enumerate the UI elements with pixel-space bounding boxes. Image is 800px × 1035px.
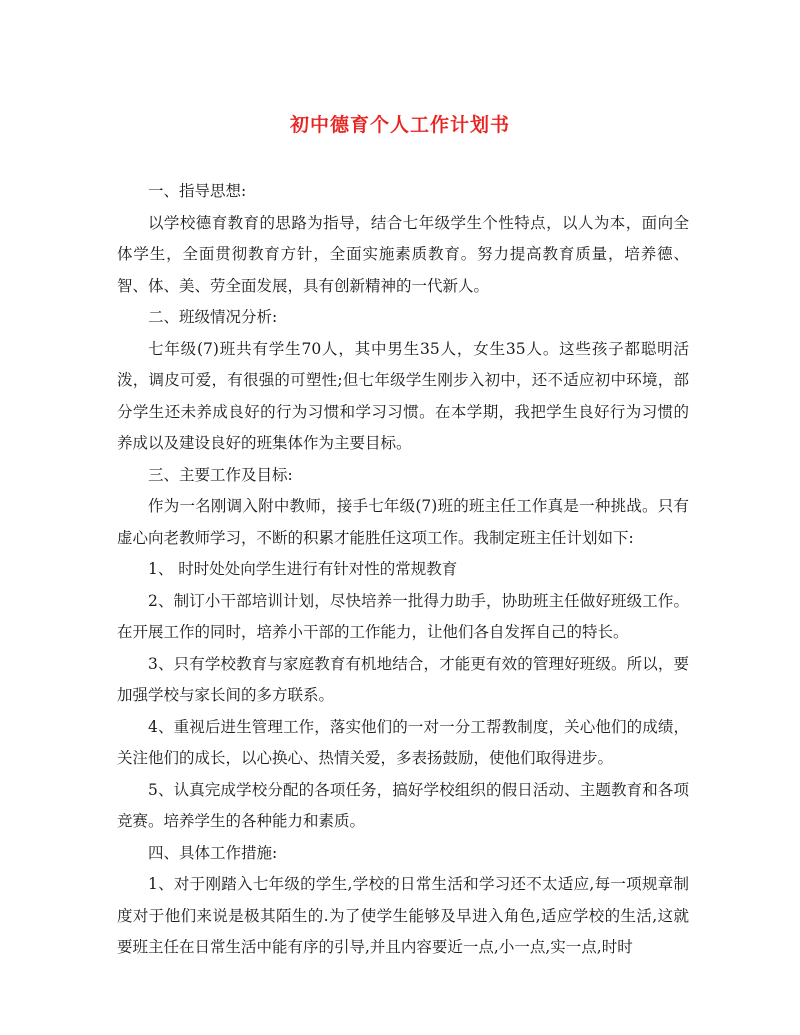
list-item-1: 1、 时时处处向学生进行有针对性的常规教育: [148, 560, 458, 578]
section-heading-measures: 四、具体工作措施:: [148, 843, 278, 862]
paragraph-class-analysis: 七年级(7)班共有学生70人，其中男生35人，女生35人。这些孩子都聪明活泼，调皮可爱，有很强的可塑性;但七年级学生刚步入初中，还不适应初中环境，部分学生还未养成良好的行为习惯和学习习惯。在本学期，我把学生良好行为习惯的养成以及建设良好的班集体作为主要目标。: [117, 339, 689, 452]
section-heading-class-analysis: 二、班级情况分析:: [148, 308, 278, 326]
list-item-4: 4、重视后进生管理工作，落实他们的一对一分工帮教制度，关心他们的成绩，关注他们的成长，以心换心、热情关爱，多表扬鼓励，使他们取得进步。: [117, 717, 689, 767]
list-item-2: 2、制订小干部培训计划，尽快培养一批得力助手，协助班主任做好班级工作。在开展工作的同时，培养小干部的工作能力，让他们各自发挥自己的特长。: [117, 591, 689, 641]
paragraph-guiding-ideology: 以学校德育教育的思路为指导，结合七年级学生个性特点，以人为本，面向全体学生，全面贯彻教育方针，全面实施素质教育。努力提高教育质量，培养德、智、体、美、劳全面发展，具有创新精神的一代新人。: [117, 213, 689, 295]
section-heading-guiding-ideology: 一、指导思想:: [148, 182, 247, 200]
list-item-5: 5、认真完成学校分配的各项任务，搞好学校组织的假日活动、主题教育和各项竞赛。培养学生的各种能力和素质。: [117, 780, 689, 830]
document-body: [117, 176, 689, 964]
paragraph-main-work-intro: 作为一名刚调入附中教师，接手七年级(7)班的班主任工作真是一种挑战。只有虚心向老教师学习，不断的积累才能胜任这项工作。我制定班主任计划如下:: [117, 497, 689, 547]
section-heading-main-work: 三、主要工作及目标:: [148, 465, 293, 484]
paragraph-measures-1: 1、对于刚踏入七年级的学生,学校的日常生活和学习还不太适应,每一项规章制度对于他们来说是极其陌生的.为了使学生能够及早进入角色,适应学校的生活,这就要班主任在日常生活中能有序的引导,并且内容要近一点,小一点,实一点,时时: [117, 875, 689, 956]
document-title: 初中德育个人工作计划书: [289, 114, 510, 136]
list-item-3: 3、只有学校教育与家庭教育有机地结合，才能更有效的管理好班级。所以，要加强学校与家长间的多方联系。: [117, 654, 689, 704]
